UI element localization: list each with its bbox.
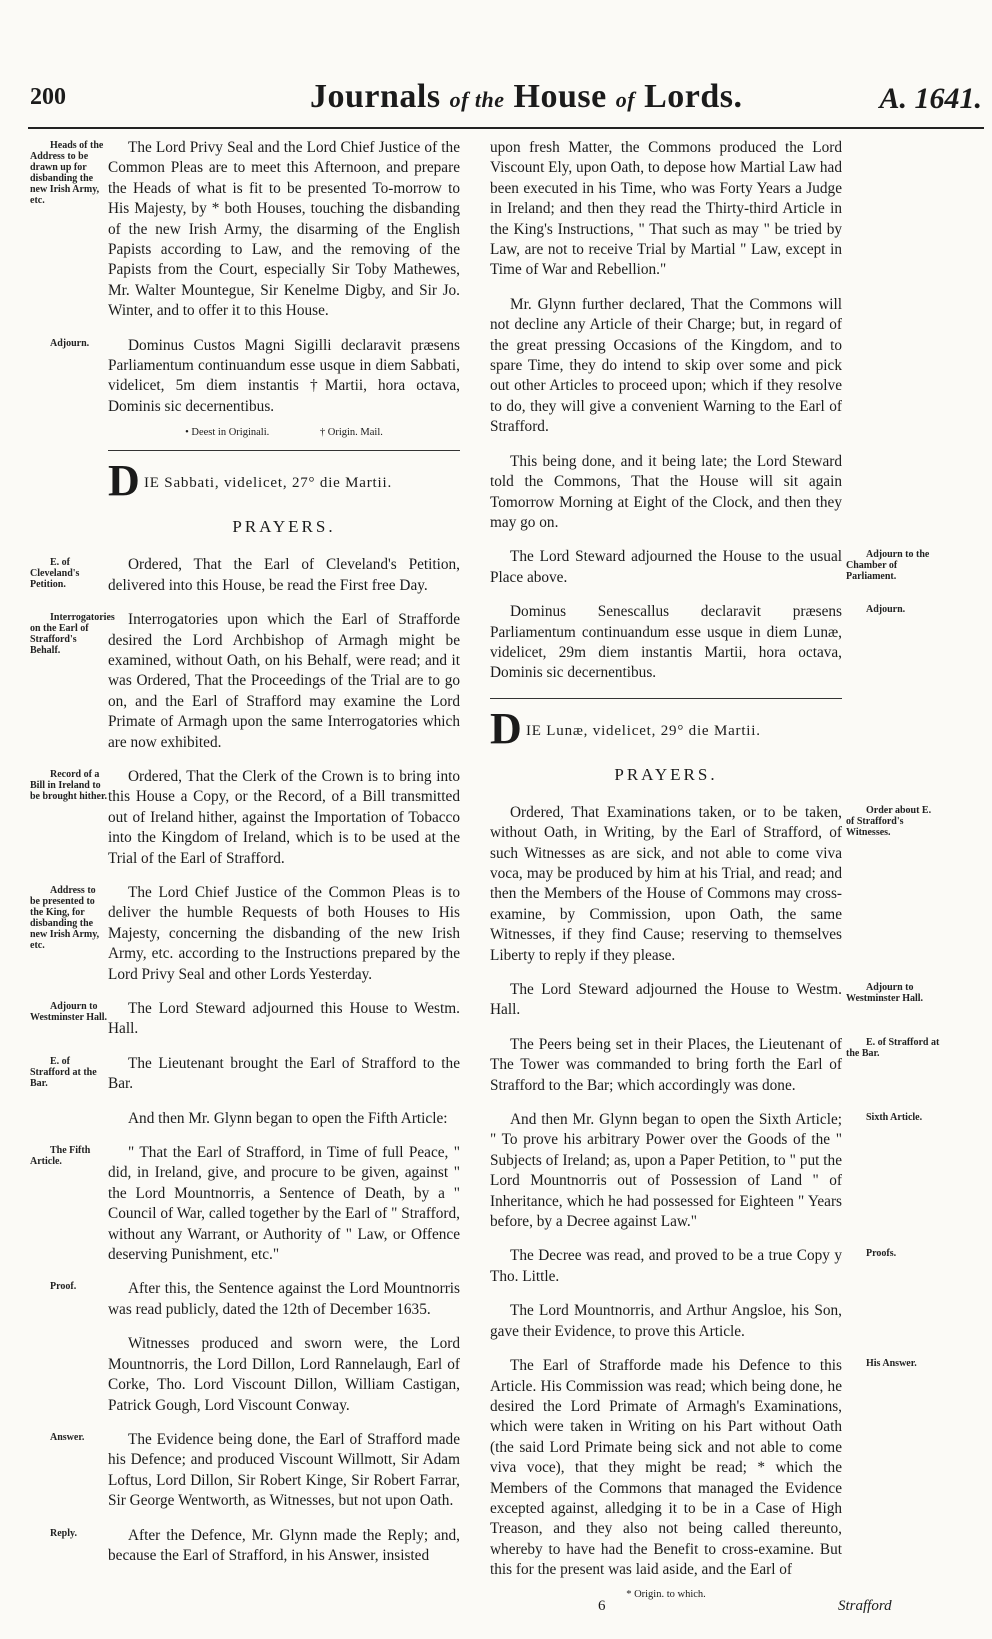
entry-text: Dominus Senescallus declaravit præsens Parliamentum continuandum esse usque in diem Lunæ, videlicet, 29m diem instantis Martii, hora octava, Dominis sic decernentibus. <box>490 603 842 682</box>
entry-text: Dominus Custos Magni Sigilli declaravit præsens Parliamentum continuandum esse usque in diem Sabbati, videlicet, 5m diem instantis †Martii, hora octava, Dominis sic decernentibus. <box>108 336 460 415</box>
margin-note: His Answer. <box>866 1358 917 1370</box>
margin-note: E. of Strafford at the Bar. <box>30 1055 97 1089</box>
entry-cleveland-petition <box>30 555 460 596</box>
entry-record-of-bill <box>30 767 460 869</box>
margin-note: Adjourn to Westminster Hall. <box>30 1001 108 1023</box>
day-heading <box>108 456 460 509</box>
entry-text: Mr. Glynn further declared, That the Commons will not decline any Article of their Charge; but, in regard of the great pressing Occasions of the Kingdom, and to spare Time, they do intend to skip over some and pick out other Articles to proceed upon; which if they resolve to do, they will give a convenient Warning to the Earl of Strafford. <box>490 295 842 436</box>
entry-adjourn <box>50 336 460 418</box>
entry-adjourn-chamber <box>490 547 930 588</box>
title-lords: Lords. <box>644 78 743 115</box>
margin-note: The Fifth Article. <box>30 1145 91 1168</box>
entry-text: And then Mr. Glynn began to open the Sixth Article; " To prove his arbitrary Power over the Goods of the " Subjects of Ireland; as, upon a Paper Petition, to " put the Lord Mountnorris out of Possession of Land " of Inheritance, which he had possessed for Eighteen " Years before, by a Decree against Law." <box>490 1111 842 1231</box>
entry-text: The Lieutenant brought the Earl of Strafford to the Bar. <box>108 1054 460 1093</box>
entry-text: upon fresh Matter, the Commons produced the Lord Viscount Ely, upon Oath, to depose how Martial Law had been executed in his Time, who was Forty Years a Judge in Ireland; and then they read the Thirty-third Article in the King's Instructions, " That such as may " be tried by Law, are not to receive Trial by Martial " Law, except in Time of War and Rebellion." <box>490 139 842 279</box>
margin-note: Adjourn. <box>866 604 906 616</box>
left-column <box>30 138 460 1580</box>
margin-note: Adjourn. <box>50 337 90 349</box>
margin-note: Address to be presented to the King, for disbanding the new Irish Army, etc. <box>30 884 100 951</box>
entry-text: The Lord Mountnorris, and Arthur Angsloe, his Son, gave their Evidence, to prove this Article. <box>490 1302 842 1340</box>
day-heading-text: IE Lunæ, videlicet, 29° die Martii. <box>526 722 761 739</box>
entry-heads-of-address <box>30 138 460 322</box>
margin-note: Adjourn to Westminster Hall. <box>846 982 924 1004</box>
entry-text: After this, the Sentence against the Lord Mountnorris was read publicly, dated the 12th of December 1635. <box>108 1280 460 1318</box>
entry-examinations-order <box>490 803 932 966</box>
title-of: of <box>615 87 636 112</box>
prayers-heading: PRAYERS. <box>232 517 336 537</box>
entry-text: The Lord Steward adjourned this House to Westm. Hall. <box>108 1000 460 1038</box>
entry-interrogatories <box>30 610 460 753</box>
entry-sixth-article <box>490 1110 923 1232</box>
entry-adjourn-westminster <box>30 999 460 1040</box>
margin-note: Proof. <box>50 1281 77 1293</box>
margin-note: Heads of the Address to be drawn up for disbanding the new Irish Army, etc. <box>30 140 104 206</box>
entry-text: Witnesses produced and sworn were, the Lord Mountnorris, the Lord Dillon, Lord Rannelaugh, Earl of Corke, Tho. Lord Viscount Dillon, William Castigan, Patrick Gough, Lord Viscount Conway. <box>108 1335 460 1414</box>
page-header <box>30 78 982 126</box>
entry-text: The Lord Steward adjourned the House to the usual Place above. <box>490 548 842 586</box>
entry-text: Ordered, That Examinations taken, or to be taken, without Oath, in Writing, by the Earl of Strafford, of such Witnesses as are sick, and not able to come viva voca, may be produced by him at his Trial, and read; and then the Members of the House of Commons may cross-examine, by Commission, upon Oath, the same Witnesses, if they find Cause; reserving to themselves Liberty to reply if they please. <box>490 803 842 964</box>
title-house: House <box>513 78 607 115</box>
entry-text: Interrogatories upon which the Earl of Strafforde desired the Lord Archbishop of Armagh might be examined, without Oath, on his Behalf, were read; and it was Ordered, That the Proceedings of the Trial are to go on, and the Earl of Strafford may examine the Lord Primate of Armagh upon the same Interrogatories which are now exhibited. <box>108 611 460 751</box>
title-journals: Journals <box>310 78 441 115</box>
right-column <box>490 138 940 1600</box>
margin-note: Order about E. of Strafford's Witnesses. <box>846 804 932 838</box>
entry-fifth-article <box>30 1143 460 1265</box>
section-divider <box>490 698 842 699</box>
entry-text: This being done, and it being late; the Lord Steward told the Commons, That the House will sit again Tomorrow Morning at Eight of the Clock, and then they may go on. <box>490 452 842 531</box>
entry-answer <box>50 1430 460 1512</box>
day-heading-text: IE Sabbati, videlicet, 27° die Martii. <box>144 475 393 492</box>
footnote: † Origin. Mail. <box>319 427 383 439</box>
entry-text: The Lord Privy Seal and the Lord Chief Justice of the Common Pleas are to meet this Afternoon, and prepare the Heads of what is fit to be presented To-morrow to His Majesty, by * both Houses, touching the disbanding of the new Irish Army, the disarming of the English Papists according to Law, and the removing of the Papists from the Court, especially Sir Toby Mathewes, Mr. Walter Mountegue, Sir Kenelme Digby, and Sir Jo. Winter, and to offer it to this House. <box>108 139 460 320</box>
entry-text: The Lord Chief Justice of the Common Pleas is to deliver the humble Requests of both Houses to His Majesty, concerning the disbanding of the new Irish Army, etc. according to the Instructions prepared by the Lord Privy Seal and other Lords Yesterday. <box>108 883 460 983</box>
entry-being-late <box>490 452 842 534</box>
footnote-line <box>108 427 460 438</box>
entry-fifth-article-intro <box>108 1109 460 1129</box>
prayers-heading: PRAYERS. <box>614 764 718 784</box>
entry-text: And then Mr. Glynn began to open the Fifth Article: <box>128 1109 448 1127</box>
margin-note: Record of a Bill in Ireland to be brought hither. <box>30 768 107 802</box>
drop-capital: D <box>490 703 522 753</box>
section-divider <box>108 450 460 451</box>
entry-text: " That the Earl of Strafford, in Time of full Peace, " did, in Ireland, give, and procure to be given, against " the Lord Mountnorris, a Sentence of Death, by a " Council of War, called together by the Earl of " Strafford, without any Warrant, or Authority of " Law, or Offence deserving Punishment, etc." <box>108 1144 460 1264</box>
entry-address-to-king <box>30 883 460 985</box>
entry-text: The Evidence being done, the Earl of Strafford made his Defence; and produced Viscount Willmott, Sir Adam Loftus, Lord Dillon, Sir Robert Kinge, Sir Robert Farrar, Sir George Wentworth, as Witnesses, but not upon Oath. <box>108 1430 460 1510</box>
year-label: A. 1641. <box>879 82 982 115</box>
entry-reply <box>50 1526 460 1567</box>
entry-text: The Lord Steward adjourned the House to Westm. Hall. <box>490 981 842 1019</box>
entry-text: The Earl of Strafforde made his Defence to this Article. His Commission was read; which being done, he desired the Lord Primate of Armagh's Examinations, which were taken in Writing on his Part without Oath (the said Lord Primate being sick and not able to come viva voce), that they might be read; * which the Members of the Commons that managed the Evidence excepted against, alledging it to be in a Case of High Treason, and they also not being called thereunto, whereby to have had the Benefit to cross-examine. But this for the present was laid aside, and the Earl of <box>490 1357 842 1579</box>
drop-capital: D <box>108 456 140 506</box>
entry-text: The Peers being set in their Places, the Lieutenant of The Tower was commanded to bring forth the Earl of Strafford to the Bar; which accordingly was done. <box>490 1035 842 1094</box>
entry-text: Ordered, That the Clerk of the Crown is to bring into this House a Copy, or the Record, of a Bill transmitted out of Ireland hither, against the Importation of Tobacco into the Kingdom of Ireland, which is to be used at the Trial of the Earl of Strafford. <box>108 767 460 867</box>
entry-adjourn-latin <box>490 602 906 684</box>
margin-note: Reply. <box>50 1527 77 1539</box>
entry-text: After the Defence, Mr. Glynn made the Reply; and, because the Earl of Strafford, in his Answer, insisted <box>108 1526 460 1564</box>
page-number: 200 <box>30 84 66 110</box>
footnote: • Deest in Originali. <box>185 427 270 439</box>
margin-note: Adjourn to the Chamber of Parliament. <box>846 549 930 583</box>
margin-note: E. of Cleveland's Petition. <box>30 557 80 591</box>
signature-mark: 6 <box>598 1598 606 1614</box>
entry-decree-read <box>490 1246 897 1287</box>
entry-text: The Decree was read, and proved to be a true Copy y Tho. Little. <box>490 1247 842 1285</box>
header-rule <box>28 127 984 129</box>
entry-witnesses <box>108 1334 460 1416</box>
entry-adjourn-westminster <box>490 980 924 1021</box>
entry-text: Ordered, That the Earl of Cleveland's Petition, delivered into this House, be read the First free Day. <box>108 556 460 594</box>
title-of-the: of the <box>449 87 505 112</box>
catchword: Strafford <box>838 1598 892 1614</box>
entry-glynn-declared <box>490 295 842 438</box>
margin-note: Interrogatories on the Earl of Strafford's Behalf. <box>30 612 115 657</box>
margin-note: Sixth Article. <box>866 1112 923 1124</box>
entry-proof <box>50 1279 460 1320</box>
entry-his-answer <box>490 1356 917 1580</box>
entry-continued <box>490 138 842 281</box>
entry-mountnorris-evidence <box>490 1301 842 1342</box>
margin-note: Answer. <box>50 1431 85 1443</box>
running-title <box>310 78 742 116</box>
margin-note: Proofs. <box>866 1248 897 1260</box>
entry-strafford-at-bar <box>30 1054 460 1095</box>
day-heading <box>490 703 842 757</box>
margin-note: E. of Strafford at the Bar. <box>846 1036 940 1059</box>
footnote: * Origin. to which. <box>626 1588 706 1600</box>
entry-peers-set <box>490 1035 940 1096</box>
